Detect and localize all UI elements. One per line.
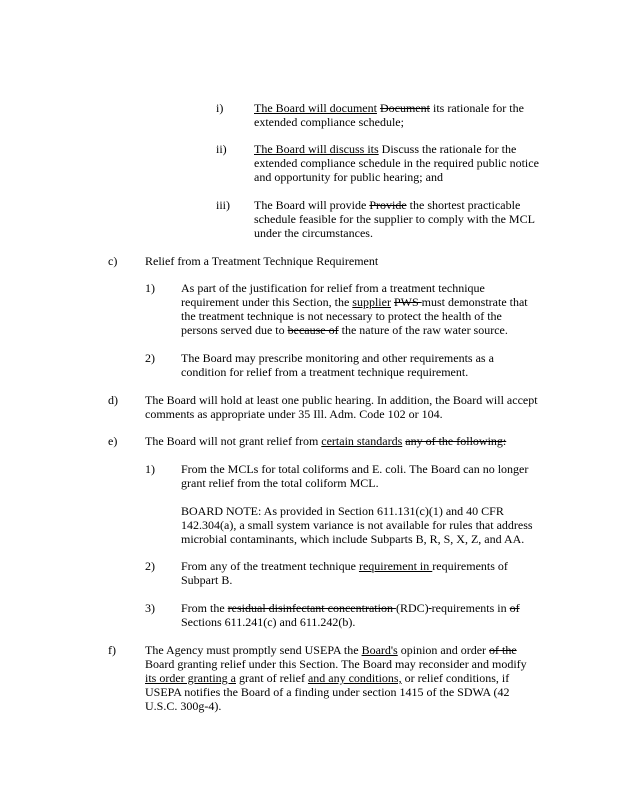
item-c1-deleted-2: because of [287, 323, 339, 337]
item-c1-lead: As part of the justification for relief from a treatment technique requirement under this Section, the [181, 281, 485, 309]
item-c1-inserted: supplier [352, 295, 391, 309]
item-d-text: The Board will hold at least one public hearing. In addition, the Board will accept comments as appropriate under 35 Ill. Adm. Code 102 or 104. [145, 393, 538, 421]
item-ii-inserted: The Board will discuss its [254, 142, 379, 156]
item-f-inserted: Board's [361, 643, 398, 657]
item-iii-body: the shortest practicable schedule feasible for the supplier to comply with the MCL under the circumstances. [254, 198, 535, 240]
item-i-text [254, 101, 544, 129]
item-e-text [145, 434, 565, 448]
item-iii-label: iii) [216, 198, 230, 212]
item-e3-tail: Sections 611.241(c) and 611.242(b). [181, 615, 356, 629]
item-e3-text [181, 601, 521, 629]
item-c2-label: 2) [145, 351, 155, 365]
item-ii-body: Discuss the rationale for the extended compliance schedule in the required public notice and opportunity for public hearing; and [254, 142, 539, 184]
item-i-label: i) [216, 101, 224, 115]
item-e3-body: requirements in [431, 601, 510, 615]
item-e3-lead: From the [181, 601, 228, 615]
item-e2-body: requirements of Subpart B. [181, 559, 508, 587]
item-iii-deleted: Provide [369, 198, 407, 212]
item-c1-text [181, 281, 536, 337]
item-e-label: e) [108, 434, 118, 448]
board-note: BOARD NOTE: As provided in Section 611.131(c)(1) and 40 CFR 142.304(a), a small system variance is not available for rules that address microbial contaminants, which include Subparts B, R, S, X, Z, and AA. [181, 504, 533, 546]
item-c1-tail: the nature of the raw water source. [338, 323, 508, 337]
item-i-body: its rationale for the extended compliance schedule; [254, 101, 524, 129]
item-c1-body: must demonstrate that the treatment technique is not necessary to protect the health of the persons served due to [181, 295, 528, 337]
item-e2-lead: From any of the treatment technique [181, 559, 359, 573]
item-e2-text [181, 559, 526, 587]
item-f-body-1: opinion and order [397, 643, 490, 657]
item-f-inserted-2: its order granting a [145, 671, 236, 685]
item-e2-inserted: requirement in [358, 559, 433, 573]
item-i-deleted: Document [379, 101, 430, 115]
item-f-text [145, 643, 535, 713]
item-c1-deleted: PWS [393, 295, 422, 309]
item-c2-text: The Board may prescribe monitoring and other requirements as a condition for relief from a treatment technique requirement. [181, 351, 494, 379]
item-f-body-3: grant of relief [235, 671, 308, 685]
item-f-lead: The Agency must promptly send USEPA the [145, 643, 362, 657]
item-e3-deleted-3: of [509, 601, 520, 615]
item-f-label: f) [108, 643, 116, 657]
item-i-inserted: The Board will document [254, 101, 377, 115]
item-ii-label: ii) [216, 142, 227, 156]
item-e-deleted: any of the following: [405, 434, 507, 448]
item-iii-lead: The Board will provide [254, 198, 370, 212]
item-f-inserted-3: and any conditions, [307, 671, 402, 685]
item-e1-text: From the MCLs for total coliforms and E. coli. The Board can no longer grant relief from the total coliform MCL. [181, 462, 529, 490]
item-c-label: c) [108, 254, 118, 268]
item-e2-label: 2) [145, 559, 155, 573]
item-e-lead: The Board will not grant relief from [145, 434, 322, 448]
item-e1-label: 1) [145, 462, 155, 476]
item-f-deleted: of the [489, 643, 517, 657]
item-d-label: d) [108, 393, 118, 407]
item-e-inserted: certain standards [321, 434, 403, 448]
item-c1-label: 1) [145, 281, 155, 295]
item-ii-text [254, 142, 544, 184]
item-f-tail: or relief conditions, if USEPA notifies the Board of a finding under section 1415 of the SDWA (42 U.S.C. 300g-4). [145, 671, 510, 713]
item-e3-rdc: (RDC) [395, 601, 429, 615]
item-iii-text [254, 198, 544, 240]
item-c-heading: Relief from a Treatment Technique Requirement [145, 254, 379, 268]
item-e3-deleted: residual disinfectant concentration [227, 601, 396, 615]
item-e3-label: 3) [145, 601, 155, 615]
item-f-body-2: Board granting relief under this Section. The Board may reconsider and modify [145, 657, 527, 671]
